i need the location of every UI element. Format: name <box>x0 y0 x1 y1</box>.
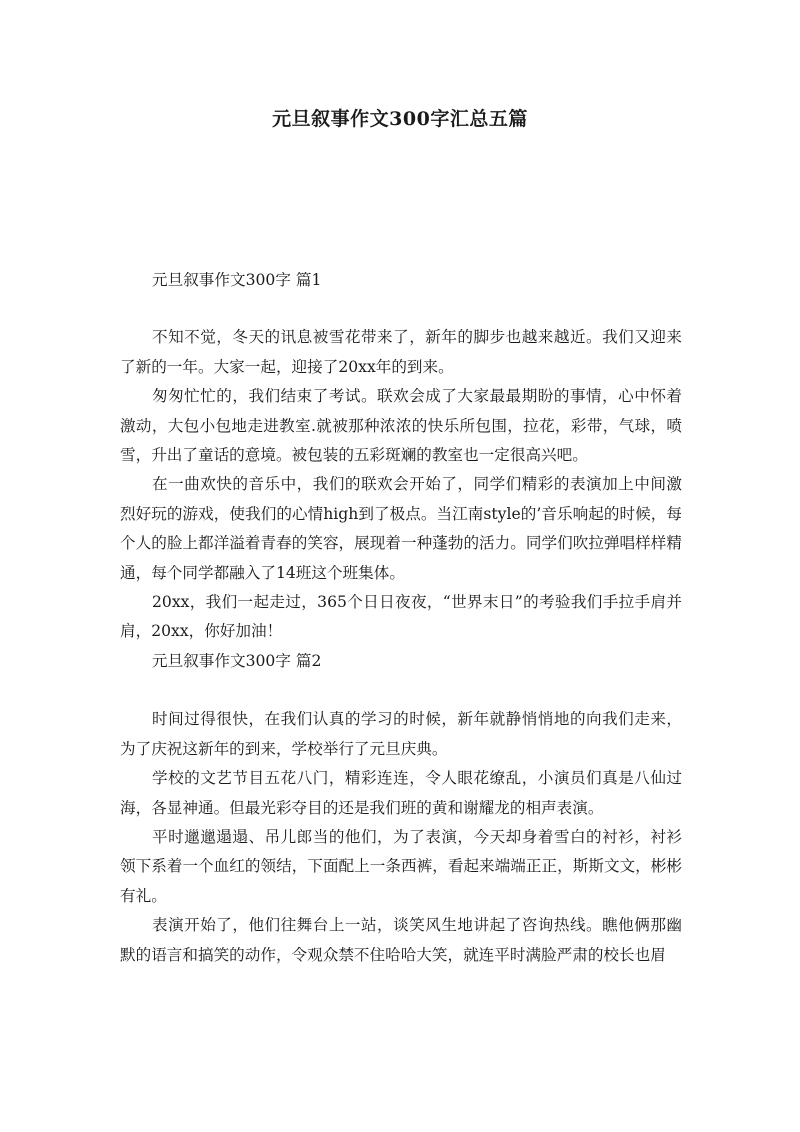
paragraph: 在一曲欢快的音乐中，我们的联欢会开始了，同学们精彩的表演加上中间激烈好玩的游戏，使我们的心情high到了极点。当江南style的’音乐响起的时候，每个人的脸上都洋溢着青春的笑容，展现着一种蓬勃的活力。同学们吹拉弹唱样样精通，每个同学都融入了14班这个班集体。 <box>120 475 682 582</box>
paragraph: 时间过得很快，在我们认真的学习的时候，新年就静悄悄地的向我们走来，为了庆祝这新年的到来，学校举行了元旦庆典。 <box>120 710 682 758</box>
paragraph: 平时邋邋遢遢、吊儿郎当的他们，为了表演，今天却身着雪白的衬衫，衬衫领下系着一个血红的领结，下面配上一条西裤，看起来端端正正，斯斯文文，彬彬有礼。 <box>120 827 682 905</box>
document-body <box>120 266 682 970</box>
paragraph: 表演开始了，他们往舞台上一站，谈笑风生地讲起了咨询热线。瞧他俩那幽默的语言和搞笑的动作，令观众禁不住哈哈大笑，就连平时满脸严肃的校长也眉 <box>120 916 682 964</box>
section-heading-1: 元旦叙事作文300字 篇1 <box>152 271 322 289</box>
paragraph: 20xx，我们一起走过，365个日日夜夜，“世界末日”的考验我们手拉手肩并肩，20xx，你好加油！ <box>120 593 682 641</box>
paragraph: 学校的文艺节目五花八门，精彩连连，令人眼花缭乱，小演员们真是八仙过海，各显神通。但最光彩夺目的还是我们班的黄和谢耀龙的相声表演。 <box>120 769 682 817</box>
section-heading-2: 元旦叙事作文300字 篇2 <box>152 651 322 670</box>
document-title: 元旦叙事作文300字汇总五篇 <box>272 108 528 130</box>
paragraph: 匆匆忙忙的，我们结束了考试。联欢会成了大家最最期盼的事情，心中怀着激动，大包小包地走进教室.就被那种浓浓的快乐所包围，拉花，彩带，气球，喷雪，升出了童话的意境。被包装的五彩斑斓的教室也一定很高兴吧。 <box>120 387 682 465</box>
paragraph: 不知不觉，冬天的讯息被雪花带来了，新年的脚步也越来越近。我们又迎来了新的一年。大家一起，迎接了20xx年的到来。 <box>120 328 682 376</box>
